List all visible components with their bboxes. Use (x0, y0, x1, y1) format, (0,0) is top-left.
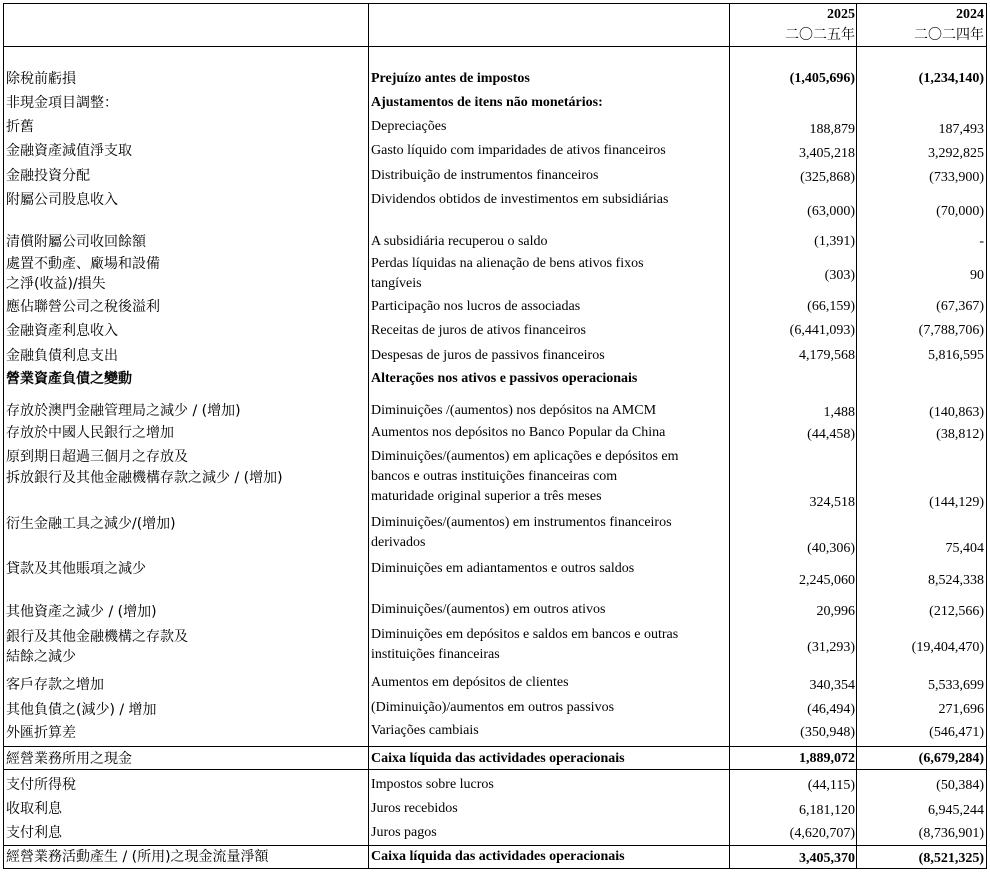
row-value-2024: 90 (970, 268, 984, 283)
row-value-2025: 2,245,060 (799, 573, 855, 588)
row-value-2025: (4,620,707) (789, 826, 855, 841)
header-year-2024-chinese: 二〇二四年 (914, 27, 984, 43)
header-divider (4, 46, 986, 47)
subtotal-value-2025: 1,889,072 (799, 751, 855, 766)
row-label-zh: 存放於中國人民銀行之增加 (6, 425, 174, 441)
row-value-2025: (6,441,093) (789, 323, 855, 338)
row-value-2025: (303) (824, 268, 855, 283)
row-label-pt-line2: bancos e outras instituições financeiras com (371, 469, 618, 484)
row-label-pt-line2: tangíveis (371, 276, 422, 291)
row-label-pt: Aumentos nos depósitos no Banco Popular da China (371, 425, 666, 440)
row-label-zh: 金融負債利息支出 (6, 348, 118, 364)
row-label-zh: 金融投資分配 (6, 168, 90, 184)
row-value-2024: (70,000) (936, 204, 984, 219)
row-label-pt: Ajustamentos de itens não monetários: (371, 95, 603, 110)
column-divider (368, 4, 369, 868)
row-value-2025: (1,405,696) (789, 71, 855, 86)
header-year-2025-chinese: 二〇二五年 (785, 27, 855, 43)
row-label-pt: Receitas de juros de ativos financeiros (371, 323, 586, 338)
row-label-pt: Gasto líquido com imparidades de ativos financeiros (371, 143, 666, 158)
row-label-pt: Impostos sobre lucros (371, 777, 494, 792)
row-value-2024: (67,367) (936, 299, 984, 314)
row-value-2025: (325,868) (800, 170, 855, 185)
row-value-2025: (44,115) (807, 778, 855, 793)
row-label-zh: 其他資產之減少 / (增加) (6, 604, 157, 620)
cash-flow-table (3, 3, 987, 869)
row-label-pt-line3: maturidade original superior a três meses (371, 489, 602, 504)
row-label-zh: 金融資產減值淨支取 (6, 143, 132, 159)
row-value-2024: (144,129) (929, 495, 984, 510)
subtotal-label-zh: 經營業務所用之現金 (6, 751, 132, 767)
row-label-zh: 除稅前虧損 (6, 71, 76, 87)
total-label-zh: 經營業務活動產生 / (所用)之現金流量淨額 (6, 849, 269, 865)
row-label-pt: (Diminuição)/aumentos em outros passivos (371, 700, 615, 715)
total-rule-top (4, 845, 986, 846)
row-value-2025: (350,948) (800, 725, 855, 740)
row-value-2024: 8,524,338 (928, 573, 984, 588)
row-value-2025: 4,179,568 (799, 348, 855, 363)
row-label-pt: Alterações nos ativos e passivos operacionais (371, 371, 638, 386)
row-label-pt: Juros pagos (371, 825, 437, 840)
row-label-pt: Diminuições/(aumentos) em aplicações e depósitos em (371, 449, 679, 464)
subtotal-label-pt: Caixa líquida das actividades operacionais (371, 751, 625, 766)
row-value-2024: (50,384) (936, 778, 984, 793)
row-value-2024: - (979, 234, 984, 249)
header-year-2025: 2025 (827, 7, 855, 22)
row-value-2025: 6,181,120 (799, 803, 855, 818)
row-label-zh-line2: 拆放銀行及其他金融機構存款之減少 / (增加) (6, 470, 283, 486)
row-value-2025: (63,000) (807, 204, 855, 219)
row-label-pt: Diminuições em adiantamentos e outros saldos (371, 561, 635, 576)
row-label-zh: 應佔聯營公司之稅後溢利 (6, 299, 160, 315)
row-value-2024: (733,900) (929, 170, 984, 185)
row-label-zh: 營業資產負債之變動 (6, 371, 132, 387)
row-value-2025: (1,391) (814, 234, 855, 249)
row-value-2024: 5,533,699 (928, 678, 984, 693)
row-label-pt: Dividendos obtidos de investimentos em subsidiárias (371, 192, 669, 207)
row-label-zh: 清償附屬公司收回餘額 (6, 234, 146, 250)
row-value-2024: 6,945,244 (928, 803, 984, 818)
row-label-pt: Diminuições /(aumentos) nos depósitos na AMCM (371, 403, 657, 418)
row-value-2025: (44,458) (807, 427, 855, 442)
row-value-2025: 20,996 (816, 604, 855, 619)
row-value-2025: (46,494) (807, 702, 855, 717)
row-value-2024: (212,566) (929, 604, 984, 619)
row-label-zh: 存放於澳門金融管理局之減少 / (增加) (6, 403, 241, 419)
subtotal-value-2024: (6,679,284) (918, 751, 984, 766)
row-label-pt: Perdas líquidas na alienação de bens ativos fixos (371, 256, 644, 271)
row-value-2025: 188,879 (809, 122, 855, 137)
row-label-pt: Participação nos lucros de associadas (371, 299, 581, 314)
row-label-pt: Despesas de juros de passivos financeiros (371, 348, 605, 363)
row-label-zh: 處置不動產、廠場和設備 (6, 256, 160, 272)
total-value-2024: (8,521,325) (918, 851, 984, 866)
row-label-pt: Distribuição de instrumentos financeiros (371, 168, 599, 183)
column-divider (856, 4, 857, 868)
row-value-2025: 3,405,218 (799, 146, 855, 161)
row-label-zh: 外匯折算差 (6, 725, 76, 741)
row-label-zh: 客戶存款之增加 (6, 677, 104, 693)
row-value-2025: 340,354 (809, 678, 855, 693)
row-value-2024: (19,404,470) (911, 640, 984, 655)
row-value-2024: (1,234,140) (918, 71, 984, 86)
row-label-zh: 銀行及其他金融機構之存款及 (6, 629, 188, 645)
row-value-2025: 324,518 (809, 495, 855, 510)
row-label-zh: 折舊 (6, 119, 34, 135)
row-label-zh: 支付所得稅 (6, 777, 76, 793)
row-label-zh: 非現金項目調整： (6, 95, 118, 111)
row-label-pt: Aumentos em depósitos de clientes (371, 675, 569, 690)
row-label-zh: 附屬公司股息收入 (6, 192, 118, 208)
row-label-pt: Diminuições/(aumentos) em instrumentos financeiros (371, 515, 672, 530)
row-label-zh: 收取利息 (6, 801, 62, 817)
total-value-2025: 3,405,370 (799, 851, 855, 866)
row-label-zh: 金融資產利息收入 (6, 323, 118, 339)
row-value-2024: 3,292,825 (928, 146, 984, 161)
row-value-2024: 271,696 (938, 702, 984, 717)
subtotal-rule-top (4, 746, 986, 747)
row-value-2024: (140,863) (929, 405, 984, 420)
row-value-2024: 75,404 (945, 541, 984, 556)
row-label-pt-line2: instituições financeiras (371, 647, 500, 662)
subtotal-rule-bottom (4, 769, 986, 770)
row-value-2024: (7,788,706) (918, 323, 984, 338)
row-value-2024: (546,471) (929, 725, 984, 740)
row-value-2025: (66,159) (807, 299, 855, 314)
row-label-pt: Prejuízo antes de impostos (371, 71, 530, 86)
row-label-pt: A subsidiária recuperou o saldo (371, 234, 548, 249)
row-label-zh: 衍生金融工具之減少/(增加) (6, 516, 176, 532)
row-label-pt: Diminuições em depósitos e saldos em bancos e outras (371, 627, 679, 642)
row-value-2025: (31,293) (807, 640, 855, 655)
row-label-pt: Diminuições/(aumentos) em outros ativos (371, 602, 606, 617)
row-label-zh-line2: 之淨(收益)/損失 (6, 276, 106, 292)
row-label-pt: Variações cambiais (371, 723, 479, 738)
row-label-pt: Juros recebidos (371, 801, 458, 816)
row-label-zh: 其他負債之(減少) / 增加 (6, 702, 157, 718)
row-label-pt-line2: derivados (371, 535, 426, 550)
row-value-2025: 1,488 (823, 405, 855, 420)
row-value-2024: 187,493 (938, 122, 984, 137)
header-year-2024: 2024 (956, 7, 984, 22)
row-label-zh-line2: 結餘之減少 (6, 649, 76, 665)
row-label-zh: 支付利息 (6, 825, 62, 841)
total-label-pt: Caixa líquida das actividades operacionais (371, 849, 625, 864)
row-value-2025: (40,306) (807, 541, 855, 556)
row-label-zh: 貸款及其他賬項之減少 (6, 561, 146, 577)
row-value-2024: (38,812) (936, 427, 984, 442)
row-value-2024: 5,816,595 (928, 348, 984, 363)
row-label-zh: 原到期日超過三個月之存放及 (6, 449, 188, 465)
row-value-2024: (8,736,901) (918, 826, 984, 841)
row-label-pt: Depreciações (371, 119, 447, 134)
